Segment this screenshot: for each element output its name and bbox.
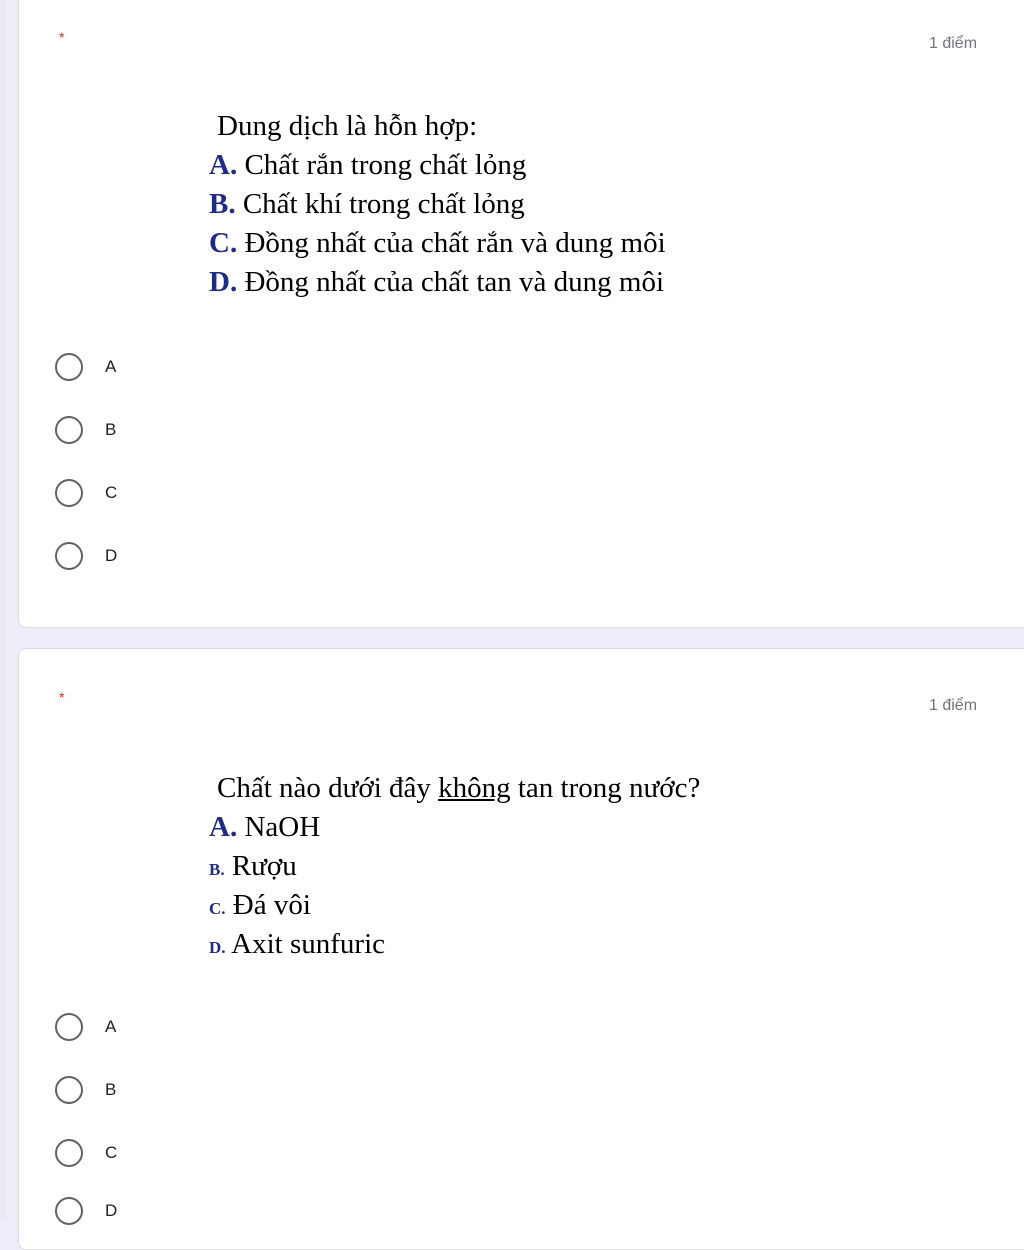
- choice-a: A. Chất rắn trong chất lỏng: [209, 149, 527, 181]
- radio-button[interactable]: [55, 416, 83, 444]
- choice-c: C. Đồng nhất của chất rắn và dung môi: [209, 227, 666, 259]
- points-label: 1 điểm: [929, 697, 978, 714]
- radio-option-b[interactable]: [55, 413, 116, 447]
- radio-button[interactable]: [55, 1197, 83, 1225]
- radio-button[interactable]: [55, 353, 83, 381]
- option-label: C: [105, 1143, 118, 1162]
- radio-option-a[interactable]: [55, 1010, 116, 1044]
- question-card-1: [18, 0, 1024, 628]
- required-asterisk: *: [59, 29, 65, 45]
- question-image: [209, 107, 666, 302]
- option-label: A: [105, 357, 117, 376]
- question-stem: Dung dịch là hỗn hợp:: [217, 110, 478, 142]
- required-asterisk: *: [59, 689, 65, 705]
- option-label: C: [105, 483, 118, 502]
- radio-option-b[interactable]: [55, 1073, 116, 1107]
- option-label: B: [105, 420, 117, 439]
- option-label: A: [105, 1017, 117, 1036]
- choice-c: C. Đá vôi: [209, 889, 311, 921]
- radio-option-c[interactable]: [55, 476, 117, 510]
- question-image: [209, 769, 700, 964]
- option-label: D: [105, 1201, 118, 1220]
- question-stem: Chất nào dưới đây không tan trong nước?: [217, 772, 701, 804]
- choice-b: B. Chất khí trong chất lỏng: [209, 188, 525, 220]
- radio-option-d[interactable]: [55, 539, 117, 573]
- radio-option-a[interactable]: [55, 350, 116, 384]
- radio-button[interactable]: [55, 1076, 83, 1104]
- radio-button[interactable]: [55, 542, 83, 570]
- choice-b: B. Rượu: [209, 850, 297, 882]
- question-card-2: [18, 648, 1024, 1250]
- radio-button[interactable]: [55, 1139, 83, 1167]
- radio-option-d[interactable]: [55, 1194, 117, 1228]
- option-label: B: [105, 1080, 117, 1099]
- radio-button[interactable]: [55, 1013, 83, 1041]
- option-label: D: [105, 546, 118, 565]
- radio-button[interactable]: [55, 479, 83, 507]
- left-edge: [0, 0, 6, 1220]
- choice-d: D. Đồng nhất của chất tan và dung môi: [209, 266, 665, 298]
- radio-option-c[interactable]: [55, 1136, 117, 1170]
- choice-a: A. NaOH: [209, 811, 321, 843]
- choice-d: D. Axit sunfuric: [209, 928, 386, 960]
- points-label: 1 điểm: [929, 35, 978, 52]
